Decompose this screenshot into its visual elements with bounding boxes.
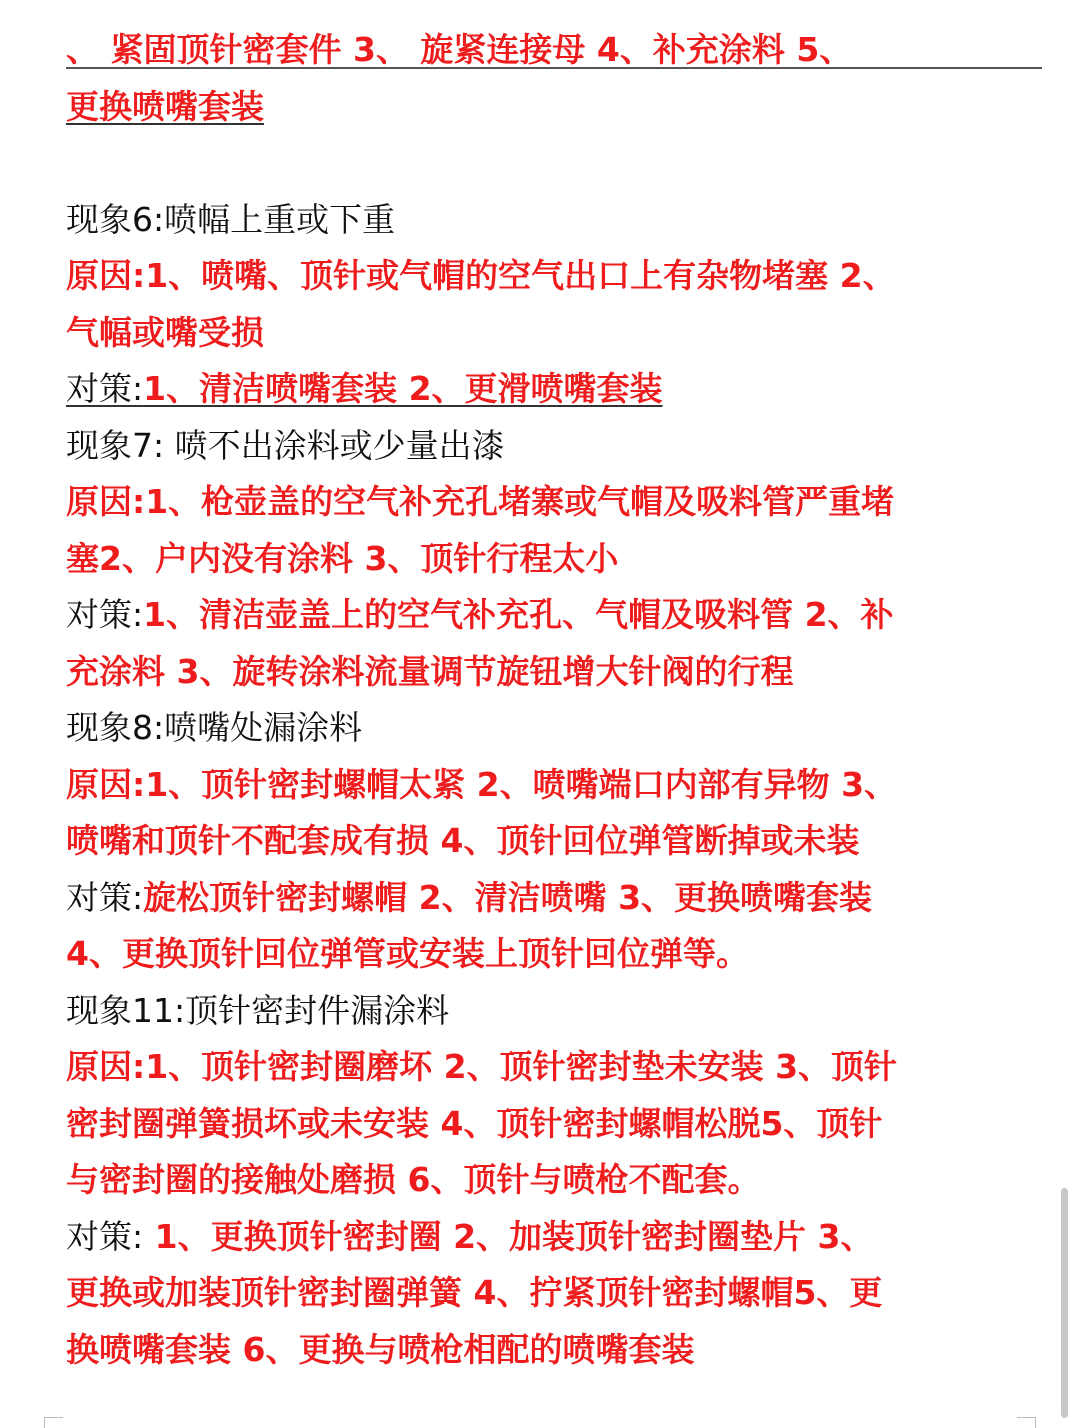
underlined-text: 更换喷嘴套装	[66, 86, 264, 126]
solution-label: 对策:	[66, 595, 144, 634]
page-corner-mark-left	[44, 1417, 63, 1428]
phenomenon-8-solution-line-2: 4、更换顶针回位弹管或安装上顶针回位弹等。	[66, 934, 749, 973]
text-line-continuation-end	[66, 79, 1026, 136]
phenomenon-7-solution-line-1	[66, 587, 1026, 644]
solution-text: 1、清洁壶盖上的空气补充孔、气帽及吸料管 2、补	[143, 595, 894, 634]
solution-text: 旋松顶针密封螺帽 2、清洁喷嘴 3、更换喷嘴套装	[143, 877, 873, 917]
phenomenon-6-solution-underlined	[66, 369, 663, 408]
solution-text: 1、更换顶针密封圈 2、加装顶针密封圈垫片 3、	[143, 1216, 874, 1256]
phenomenon-11-title: 现象11:顶针密封件漏涂料	[66, 990, 450, 1030]
phenomenon-7-title: 现象7: 喷不出涂料或少量出漆	[66, 425, 505, 465]
solution-label: 对策:	[66, 877, 144, 917]
phenomenon-7-solution-line-2: 充涂料 3、旋转涂料流量调节旋钮增大针阀的行程	[66, 651, 794, 691]
text-line-continuation: 、 紧固顶针密套件 3、 旋紧连接母 4、补充涂料 5、	[66, 30, 853, 69]
phenomenon-11-cause-line-1: 原因:1、顶针密封圈磨坏 2、顶针密封垫未安装 3、顶针	[66, 1047, 898, 1086]
phenomenon-6-cause-line-2: 气幅或嘴受损	[66, 312, 264, 352]
phenomenon-6-title: 现象6:喷幅上重或下重	[66, 199, 396, 239]
phenomenon-8-cause-line-2: 喷嘴和顶针不配套成有损 4、顶针回位弹管断掉或未装	[66, 821, 860, 860]
phenomenon-8-solution-line-1	[66, 870, 1026, 927]
vertical-scrollbar[interactable]	[1061, 1188, 1068, 1418]
blank-line	[66, 135, 1026, 192]
solution-label: 对策:	[66, 369, 144, 408]
phenomenon-7-cause-line-1: 原因:1、枪壶盖的空气补充孔堵寨或气帽及吸料管严重堵	[66, 482, 895, 521]
phenomenon-11-solution-line-3: 换喷嘴套装 6、更换与喷枪相配的喷嘴套装	[66, 1329, 695, 1369]
solution-text: 1、清洁喷嘴套装 2、更滑喷嘴套装	[143, 369, 663, 408]
document-body	[66, 22, 1026, 1378]
page-corner-mark-right	[1017, 1417, 1036, 1428]
phenomenon-6-cause-line-1: 原因:1、喷嘴、顶针或气帽的空气出口上有杂物堵塞 2、	[66, 256, 896, 295]
solution-label: 对策:	[66, 1216, 144, 1256]
phenomenon-11-cause-line-3: 与密封圈的接触处磨损 6、顶针与喷枪不配套。	[66, 1160, 761, 1199]
phenomenon-11-solution-line-1	[66, 1209, 1026, 1266]
phenomenon-11-solution-line-2: 更换或加装顶针密封圈弹簧 4、拧紧顶针密封螺帽5、更	[66, 1273, 883, 1312]
phenomenon-7-cause-line-2: 塞2、户内没有涂料 3、顶针行程太小	[66, 538, 619, 578]
phenomenon-11-cause-line-2: 密封圈弹簧损坏或未安装 4、顶针密封螺帽松脱5、顶针	[66, 1103, 883, 1143]
phenomenon-6-solution	[66, 361, 1026, 418]
phenomenon-8-cause-line-1: 原因:1、顶针密封螺帽太紧 2、喷嘴端口内部有异物 3、	[66, 764, 898, 804]
phenomenon-8-title: 现象8:喷嘴处漏涂料	[66, 708, 363, 747]
